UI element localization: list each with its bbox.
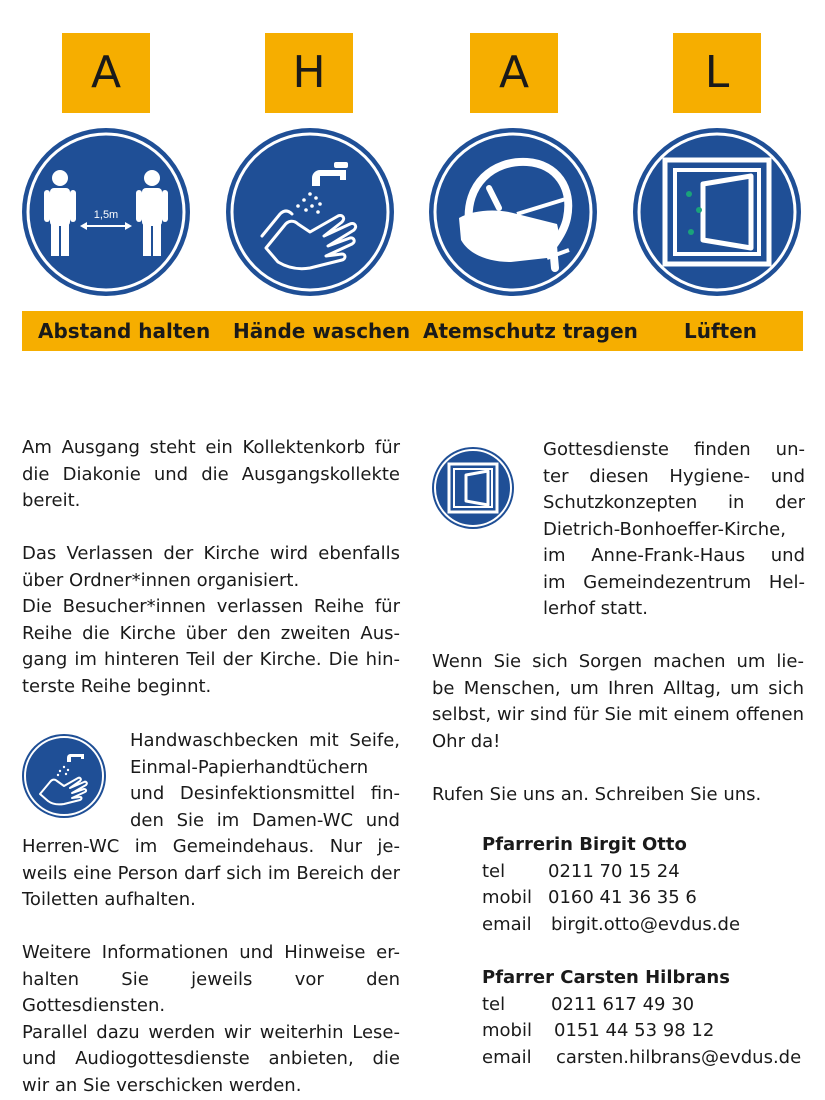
- letter-a-box: [62, 33, 150, 113]
- window-small-icon: [432, 447, 514, 529]
- letter-h-box: [265, 33, 353, 113]
- contact-mobile[interactable]: 0160 41 36 35 6: [548, 887, 697, 908]
- contact-phone[interactable]: 0211 617 49 30: [551, 993, 695, 1015]
- contact-name: Pfarrerin Birgit Otto: [482, 834, 687, 855]
- label-distance: Abstand halten: [38, 319, 211, 343]
- distance-icon: [22, 128, 190, 296]
- contact-label: tel: [482, 860, 506, 882]
- letter-l-box: [673, 33, 761, 113]
- paragraph-support: Wenn Sie sich Sorgen machen um lie- be Menschen, um Ihren Alltag, um sich selbst, wir sind für Sie mit einem offenen Ohr da!: [432, 651, 804, 752]
- contact-card-hilbrans: [482, 965, 804, 1071]
- contact-phone[interactable]: 0211 70 15 24: [548, 860, 680, 882]
- labels-bar: [22, 311, 803, 351]
- contact-label: tel: [482, 993, 506, 1015]
- contact-label: email: [482, 1046, 532, 1068]
- contact-email-link[interactable]: birgit.otto@evdus.de: [551, 913, 741, 935]
- contact-email-link[interactable]: carsten.hilbrans@evdus.de: [556, 1046, 802, 1068]
- contact-mobile[interactable]: 0151 44 53 98 12: [554, 1020, 715, 1041]
- contact-card-otto: [482, 832, 802, 938]
- letter: L: [704, 47, 730, 98]
- face-mask-icon: [429, 128, 597, 296]
- paragraph-handwash-b: Herren-WC im Gemeindehaus. Nur je- weils eine Person darf sich im Bereich der Toiletten aufhalten.: [22, 836, 400, 910]
- label-mask: Atemschutz tragen: [423, 319, 638, 343]
- contact-name: Pfarrer Carsten Hilbrans: [482, 967, 730, 988]
- hand-wash-small-icon: [22, 734, 106, 818]
- distance-text: 1,5m: [93, 209, 119, 221]
- letter-a2-box: [470, 33, 558, 113]
- contact-label: mobil: [482, 1020, 532, 1041]
- label-wash-hands: Hände waschen: [233, 319, 411, 343]
- contact-label: mobil: [482, 887, 532, 908]
- paragraph-collection: Am Ausgang steht ein Kollektenkorb für die Diakonie und die Ausgangskollekte bereit.: [22, 437, 400, 511]
- letter: A: [90, 47, 122, 98]
- label-ventilate: Lüften: [684, 319, 758, 343]
- letter: A: [498, 47, 530, 98]
- contact-label: email: [482, 913, 532, 935]
- paragraph-handwash-a: Handwaschbecken mit Seife, Einmal-Papierhandtüchern und Desinfektionsmittel fin- den Sie im Damen-WC und: [130, 730, 400, 831]
- paragraph-exit: Das Verlassen der Kirche wird ebenfalls über Ordner*innen organisiert. Die Besucher*innen verlassen Reihe für Reihe die Kirche über den zweiten Aus- gang im hinteren Teil der Kirche. Die hin- terste Reihe beginnt.: [22, 543, 400, 697]
- letter: H: [292, 47, 326, 98]
- paragraph-info: Weitere Informationen und Hinweise er- halten Sie jeweils vor den Gottesdiensten. Parallel dazu werden wir weiterhin Lese- und Audiogottesdienste anbieten, die wir an Sie verschicken werden.: [22, 942, 400, 1096]
- paragraph-call-us: Rufen Sie uns an. Schreiben Sie uns.: [432, 784, 762, 805]
- window-ventilate-icon: [633, 128, 801, 296]
- paragraph-services: Gottesdienste finden un- ter diesen Hygiene- und Schutzkonzepten in der Dietrich-Bonhoeffer-Kirche, im Anne-Frank-Haus und im Gemeindezentrum Hel- lerhof statt.: [543, 439, 805, 619]
- hand-wash-icon: [226, 128, 394, 296]
